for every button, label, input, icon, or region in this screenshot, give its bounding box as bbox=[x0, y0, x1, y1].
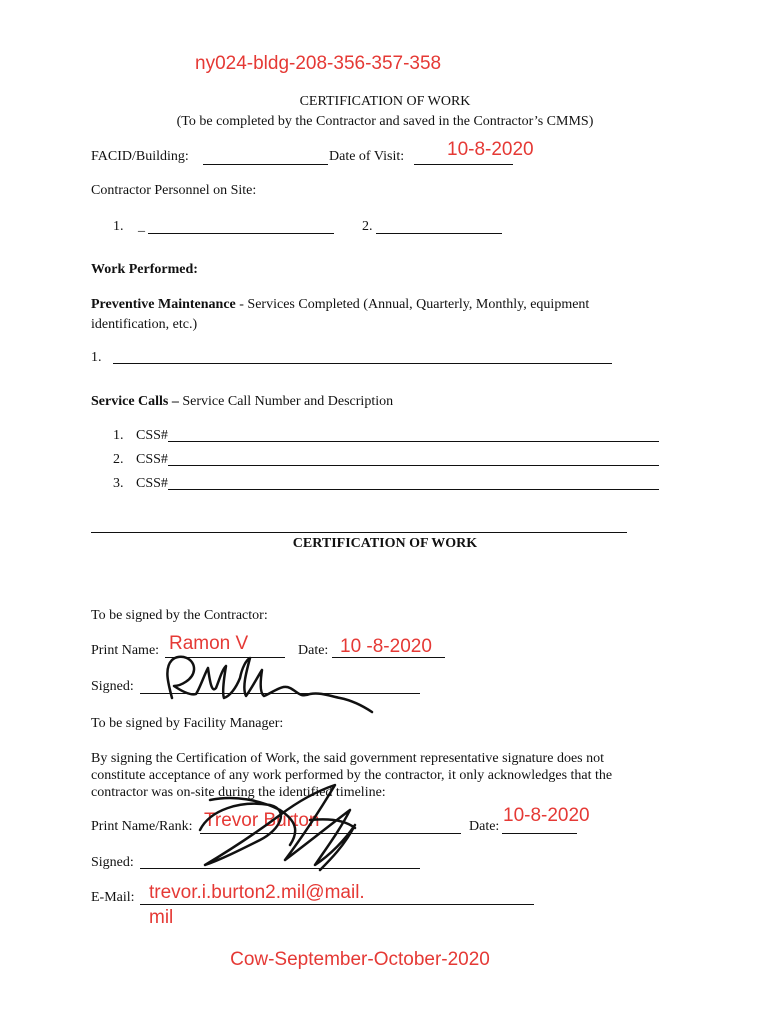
manager-date-field[interactable] bbox=[502, 833, 577, 834]
visit-date-annotation: 10-8-2020 bbox=[447, 139, 534, 160]
sc-line bbox=[91, 394, 393, 410]
contractor-signed-label: Signed: bbox=[91, 679, 134, 694]
css-item-1-label: CSS# bbox=[136, 428, 168, 443]
section-divider bbox=[91, 532, 627, 533]
pm-item-field[interactable] bbox=[113, 363, 612, 364]
signed-by-manager-label: To be signed by Facility Manager: bbox=[91, 716, 284, 731]
work-performed-heading: Work Performed: bbox=[91, 262, 198, 277]
header-ref-annotation: ny024-bldg-208-356-357-358 bbox=[195, 53, 442, 74]
css-item-1-num: 1. bbox=[113, 428, 124, 443]
pm-bold: Preventive Maintenance bbox=[91, 297, 236, 312]
manager-signature bbox=[180, 770, 380, 875]
footer-annotation: Cow-September-October-2020 bbox=[230, 949, 490, 970]
css-item-2-label: CSS# bbox=[136, 452, 168, 467]
form-subtitle: (To be completed by the Contractor and saved in the Contractor’s CMMS) bbox=[176, 114, 594, 129]
css-item-3-num: 3. bbox=[113, 476, 124, 491]
css-item-3-label: CSS# bbox=[136, 476, 168, 491]
css-item-2-num: 2. bbox=[113, 452, 124, 467]
manager-signed-label: Signed: bbox=[91, 855, 134, 870]
form-title: CERTIFICATION OF WORK bbox=[299, 94, 471, 109]
date-visit-label: Date of Visit: bbox=[329, 149, 405, 164]
email-label: E-Mail: bbox=[91, 890, 135, 905]
personnel-1-num: 1. bbox=[113, 219, 124, 234]
contractor-name-annotation: Ramon V bbox=[169, 633, 249, 654]
css-item-1-field[interactable] bbox=[168, 441, 659, 442]
disclaimer-line-2: constitute acceptance of any work performed by the contractor, it only acknowledges that the bbox=[91, 768, 613, 783]
personnel-2-field[interactable] bbox=[376, 233, 502, 234]
css-item-3-field[interactable] bbox=[168, 489, 659, 490]
facid-label: FACID/Building: bbox=[91, 149, 189, 164]
facid-field[interactable] bbox=[203, 164, 328, 165]
css-item-2-field[interactable] bbox=[168, 465, 659, 466]
cert-heading: CERTIFICATION OF WORK bbox=[292, 536, 478, 551]
print-name-rank-label: Print Name/Rank: bbox=[91, 819, 193, 834]
print-name-label: Print Name: bbox=[91, 643, 160, 658]
sc-text: Service Call Number and Description bbox=[178, 394, 394, 409]
manager-date-annotation: 10-8-2020 bbox=[503, 805, 590, 826]
signed-by-contractor-label: To be signed by the Contractor: bbox=[91, 608, 268, 623]
personnel-1-field[interactable] bbox=[148, 233, 334, 234]
email-annotation-line-2: mil bbox=[149, 907, 174, 928]
pm-text: - Services Completed (Annual, Quarterly, Monthly, equipment bbox=[235, 297, 590, 312]
email-field[interactable] bbox=[140, 904, 534, 905]
personnel-1-prefix: _ bbox=[138, 219, 145, 234]
personnel-label: Contractor Personnel on Site: bbox=[91, 183, 257, 198]
pm-text-2: identification, etc.) bbox=[91, 317, 198, 332]
contractor-signature bbox=[150, 648, 380, 718]
sc-bold: Service Calls – bbox=[91, 394, 179, 409]
personnel-2-num: 2. bbox=[362, 219, 373, 234]
contractor-date-label: Date: bbox=[298, 643, 329, 658]
pm-line-1 bbox=[91, 297, 589, 313]
manager-date-label: Date: bbox=[469, 819, 500, 834]
disclaimer-line-1: By signing the Certification of Work, the said government representative signature does not bbox=[91, 751, 604, 766]
contractor-date-annotation: 10 -8-2020 bbox=[340, 636, 432, 657]
date-visit-field[interactable] bbox=[414, 164, 513, 165]
manager-name-annotation: Trevor Burton bbox=[204, 810, 320, 831]
pm-item-num: 1. bbox=[91, 350, 102, 365]
disclaimer-line-3: contractor was on-site during the identified timeline: bbox=[91, 785, 386, 800]
email-annotation-line-1: trevor.i.burton2.mil@mail. bbox=[149, 882, 365, 903]
